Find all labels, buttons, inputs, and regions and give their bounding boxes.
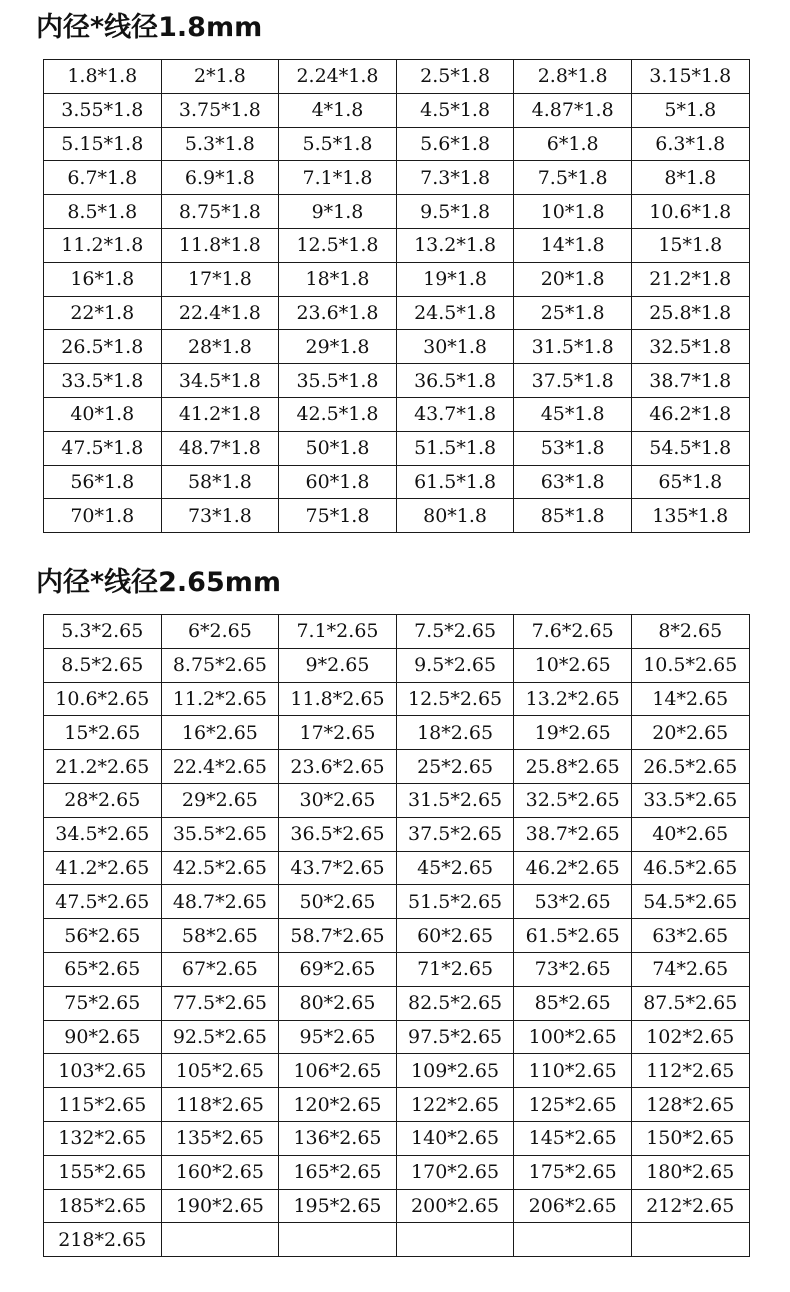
table-cell: 33.5*2.65 [631,783,749,817]
table-cell: 206*2.65 [514,1189,632,1223]
table-cell: 54.5*2.65 [631,885,749,919]
table-row [44,262,750,296]
table-cell: 13.2*2.65 [514,682,632,716]
table-row [44,682,750,716]
table-cell: 47.5*2.65 [44,885,162,919]
table-cell: 46.2*2.65 [514,851,632,885]
table-cell: 16*1.8 [44,262,162,296]
table-cell: 38.7*2.65 [514,817,632,851]
table-cell: 45*2.65 [396,851,514,885]
table-cell: 46.2*1.8 [631,397,749,431]
table-row [44,817,750,851]
table-cell: 5.3*2.65 [44,615,162,649]
table-row [44,1155,750,1189]
table-row [44,93,750,127]
table-cell: 10*1.8 [514,195,632,229]
table-cell: 7.5*1.8 [514,161,632,195]
table-row [44,397,750,431]
table-cell: 2*1.8 [161,60,279,94]
table-cell: 21.2*2.65 [44,750,162,784]
table-cell: 73*1.8 [161,499,279,533]
table-cell: 5.6*1.8 [396,127,514,161]
table-cell: 75*2.65 [44,986,162,1020]
table-row [44,1189,750,1223]
table-cell: 7.1*2.65 [279,615,397,649]
table-cell: 28*1.8 [161,330,279,364]
table-cell: 5*1.8 [631,93,749,127]
table-cell: 35.5*2.65 [161,817,279,851]
table-cell: 32.5*2.65 [514,783,632,817]
table-cell: 23.6*2.65 [279,750,397,784]
table-cell: 9*1.8 [279,195,397,229]
table-cell: 20*2.65 [631,716,749,750]
table-cell: 37.5*1.8 [514,364,632,398]
table-row [44,952,750,986]
table-cell: 36.5*1.8 [396,364,514,398]
table-cell: 185*2.65 [44,1189,162,1223]
table-cell: 23.6*1.8 [279,296,397,330]
table-cell: 6.3*1.8 [631,127,749,161]
table-row [44,1088,750,1122]
table-cell: 10.6*1.8 [631,195,749,229]
table-cell: 6*1.8 [514,127,632,161]
table-cell: 69*2.65 [279,952,397,986]
table-cell: 75*1.8 [279,499,397,533]
table-cell: 160*2.65 [161,1155,279,1189]
table-cell: 97.5*2.65 [396,1020,514,1054]
table-cell: 18*2.65 [396,716,514,750]
table-cell: 105*2.65 [161,1054,279,1088]
table-cell: 35.5*1.8 [279,364,397,398]
table-cell: 16*2.65 [161,716,279,750]
table-cell: 7.3*1.8 [396,161,514,195]
table-cell: 109*2.65 [396,1054,514,1088]
table-row [44,648,750,682]
table-cell: 190*2.65 [161,1189,279,1223]
table-cell: 115*2.65 [44,1088,162,1122]
table-cell: 67*2.65 [161,952,279,986]
table-cell [396,1223,514,1257]
table-cell: 9.5*1.8 [396,195,514,229]
table-row [44,783,750,817]
table-cell: 77.5*2.65 [161,986,279,1020]
table-cell: 2.5*1.8 [396,60,514,94]
table-cell: 37.5*2.65 [396,817,514,851]
table-cell: 14*1.8 [514,228,632,262]
table-cell: 180*2.65 [631,1155,749,1189]
table-cell: 4*1.8 [279,93,397,127]
table-cell: 4.87*1.8 [514,93,632,127]
table-row [44,885,750,919]
table-cell [631,1223,749,1257]
table-cell: 29*1.8 [279,330,397,364]
table-row [44,499,750,533]
table-cell: 71*2.65 [396,952,514,986]
table-cell: 13.2*1.8 [396,228,514,262]
section-title-1-8mm: 内径*线径1.8mm [36,12,263,43]
table-cell: 8.5*1.8 [44,195,162,229]
table-cell: 7.5*2.65 [396,615,514,649]
table-cell: 11.2*2.65 [161,682,279,716]
table-cell: 11.2*1.8 [44,228,162,262]
table-cell: 95*2.65 [279,1020,397,1054]
table-cell: 43.7*2.65 [279,851,397,885]
table-cell: 11.8*2.65 [279,682,397,716]
table-cell: 155*2.65 [44,1155,162,1189]
table-cell: 12.5*2.65 [396,682,514,716]
table-cell: 200*2.65 [396,1189,514,1223]
table-cell: 26.5*2.65 [631,750,749,784]
table-cell: 19*2.65 [514,716,632,750]
table-cell: 122*2.65 [396,1088,514,1122]
table-cell: 26.5*1.8 [44,330,162,364]
table-cell: 125*2.65 [514,1088,632,1122]
table-cell: 43.7*1.8 [396,397,514,431]
table-row [44,465,750,499]
table-cell: 5.5*1.8 [279,127,397,161]
table-cell: 25.8*1.8 [631,296,749,330]
table-cell: 63*1.8 [514,465,632,499]
table-cell: 145*2.65 [514,1121,632,1155]
table-cell: 8*1.8 [631,161,749,195]
table-cell: 218*2.65 [44,1223,162,1257]
table-cell: 80*2.65 [279,986,397,1020]
table-cell: 6.7*1.8 [44,161,162,195]
table-cell: 73*2.65 [514,952,632,986]
table-row [44,851,750,885]
table-cell: 132*2.65 [44,1121,162,1155]
table-cell: 10.6*2.65 [44,682,162,716]
table-cell: 34.5*2.65 [44,817,162,851]
table-cell: 1.8*1.8 [44,60,162,94]
table-cell: 4.5*1.8 [396,93,514,127]
table-cell: 8.75*2.65 [161,648,279,682]
table-cell: 33.5*1.8 [44,364,162,398]
section-title-2-65mm: 内径*线径2.65mm [36,567,282,598]
table-cell: 87.5*2.65 [631,986,749,1020]
table-cell: 22.4*1.8 [161,296,279,330]
table-cell: 8.75*1.8 [161,195,279,229]
table-cell: 135*1.8 [631,499,749,533]
table-cell [279,1223,397,1257]
table-cell: 50*1.8 [279,431,397,465]
table-cell: 50*2.65 [279,885,397,919]
table-row [44,330,750,364]
table-cell: 56*1.8 [44,465,162,499]
table-cell: 53*2.65 [514,885,632,919]
table-cell: 56*2.65 [44,919,162,953]
table-cell: 212*2.65 [631,1189,749,1223]
table-row [44,1054,750,1088]
table-cell: 17*1.8 [161,262,279,296]
table-cell: 2.8*1.8 [514,60,632,94]
table-cell: 58.7*2.65 [279,919,397,953]
table-cell: 36.5*2.65 [279,817,397,851]
table-cell: 54.5*1.8 [631,431,749,465]
size-table-1-8mm [43,59,750,533]
table-cell: 112*2.65 [631,1054,749,1088]
table-row [44,431,750,465]
table-cell: 85*1.8 [514,499,632,533]
table-cell: 10.5*2.65 [631,648,749,682]
table-cell: 60*1.8 [279,465,397,499]
table-cell: 85*2.65 [514,986,632,1020]
table-cell: 90*2.65 [44,1020,162,1054]
table-cell: 40*2.65 [631,817,749,851]
table-cell: 6.9*1.8 [161,161,279,195]
table-cell [161,1223,279,1257]
table-cell: 14*2.65 [631,682,749,716]
table-cell: 92.5*2.65 [161,1020,279,1054]
table-cell: 34.5*1.8 [161,364,279,398]
table-cell: 30*2.65 [279,783,397,817]
table-row [44,615,750,649]
size-table-2-65mm [43,614,750,1257]
table-cell: 31.5*1.8 [514,330,632,364]
table-cell: 65*1.8 [631,465,749,499]
table-cell: 2.24*1.8 [279,60,397,94]
table-cell: 41.2*1.8 [161,397,279,431]
table-cell: 58*1.8 [161,465,279,499]
table-cell: 12.5*1.8 [279,228,397,262]
table-cell: 30*1.8 [396,330,514,364]
table-cell: 195*2.65 [279,1189,397,1223]
table-cell: 7.1*1.8 [279,161,397,195]
table-cell: 63*2.65 [631,919,749,953]
table-cell: 9.5*2.65 [396,648,514,682]
table-row [44,986,750,1020]
table-cell: 18*1.8 [279,262,397,296]
table-row [44,228,750,262]
table-cell: 24.5*1.8 [396,296,514,330]
table-cell: 150*2.65 [631,1121,749,1155]
table-cell: 45*1.8 [514,397,632,431]
table-cell: 48.7*1.8 [161,431,279,465]
table-row [44,1121,750,1155]
table-cell: 135*2.65 [161,1121,279,1155]
table-cell: 100*2.65 [514,1020,632,1054]
table-cell: 61.5*2.65 [514,919,632,953]
table-cell: 70*1.8 [44,499,162,533]
table-cell: 165*2.65 [279,1155,397,1189]
table-row [44,1020,750,1054]
table-cell: 51.5*1.8 [396,431,514,465]
table-cell: 118*2.65 [161,1088,279,1122]
table-cell: 3.55*1.8 [44,93,162,127]
table-cell: 25.8*2.65 [514,750,632,784]
table-row [44,750,750,784]
table-cell: 38.7*1.8 [631,364,749,398]
table-cell: 128*2.65 [631,1088,749,1122]
table-cell: 32.5*1.8 [631,330,749,364]
table-cell: 110*2.65 [514,1054,632,1088]
table-cell: 8.5*2.65 [44,648,162,682]
table-cell: 42.5*2.65 [161,851,279,885]
table-cell: 29*2.65 [161,783,279,817]
table-cell: 25*2.65 [396,750,514,784]
table-cell: 42.5*1.8 [279,397,397,431]
table-cell: 74*2.65 [631,952,749,986]
table-cell: 22*1.8 [44,296,162,330]
table-cell: 20*1.8 [514,262,632,296]
table-cell: 31.5*2.65 [396,783,514,817]
table-cell: 22.4*2.65 [161,750,279,784]
table-cell: 82.5*2.65 [396,986,514,1020]
table-row [44,296,750,330]
table-cell: 80*1.8 [396,499,514,533]
table-row [44,364,750,398]
table-cell: 40*1.8 [44,397,162,431]
table-cell: 103*2.65 [44,1054,162,1088]
table-row [44,919,750,953]
table-cell: 21.2*1.8 [631,262,749,296]
table-cell: 15*1.8 [631,228,749,262]
table-row [44,716,750,750]
table-cell: 120*2.65 [279,1088,397,1122]
table-cell: 28*2.65 [44,783,162,817]
table-cell: 3.75*1.8 [161,93,279,127]
table-cell: 48.7*2.65 [161,885,279,919]
table-cell [514,1223,632,1257]
table-cell: 170*2.65 [396,1155,514,1189]
table-cell: 3.15*1.8 [631,60,749,94]
table-cell: 5.15*1.8 [44,127,162,161]
table-cell: 53*1.8 [514,431,632,465]
table-cell: 102*2.65 [631,1020,749,1054]
table-cell: 5.3*1.8 [161,127,279,161]
table-cell: 106*2.65 [279,1054,397,1088]
table-row [44,195,750,229]
table-cell: 15*2.65 [44,716,162,750]
table-cell: 46.5*2.65 [631,851,749,885]
table-cell: 8*2.65 [631,615,749,649]
table-row [44,127,750,161]
table-cell: 61.5*1.8 [396,465,514,499]
table-cell: 51.5*2.65 [396,885,514,919]
table-row [44,60,750,94]
table-cell: 19*1.8 [396,262,514,296]
table-cell: 58*2.65 [161,919,279,953]
table-cell: 17*2.65 [279,716,397,750]
table-cell: 6*2.65 [161,615,279,649]
table-cell: 140*2.65 [396,1121,514,1155]
table-cell: 175*2.65 [514,1155,632,1189]
table-cell: 10*2.65 [514,648,632,682]
table-row [44,161,750,195]
table-cell: 136*2.65 [279,1121,397,1155]
table-row [44,1223,750,1257]
table-cell: 25*1.8 [514,296,632,330]
table-cell: 11.8*1.8 [161,228,279,262]
table-cell: 41.2*2.65 [44,851,162,885]
table-cell: 9*2.65 [279,648,397,682]
table-cell: 7.6*2.65 [514,615,632,649]
table-cell: 60*2.65 [396,919,514,953]
table-cell: 47.5*1.8 [44,431,162,465]
table-cell: 65*2.65 [44,952,162,986]
